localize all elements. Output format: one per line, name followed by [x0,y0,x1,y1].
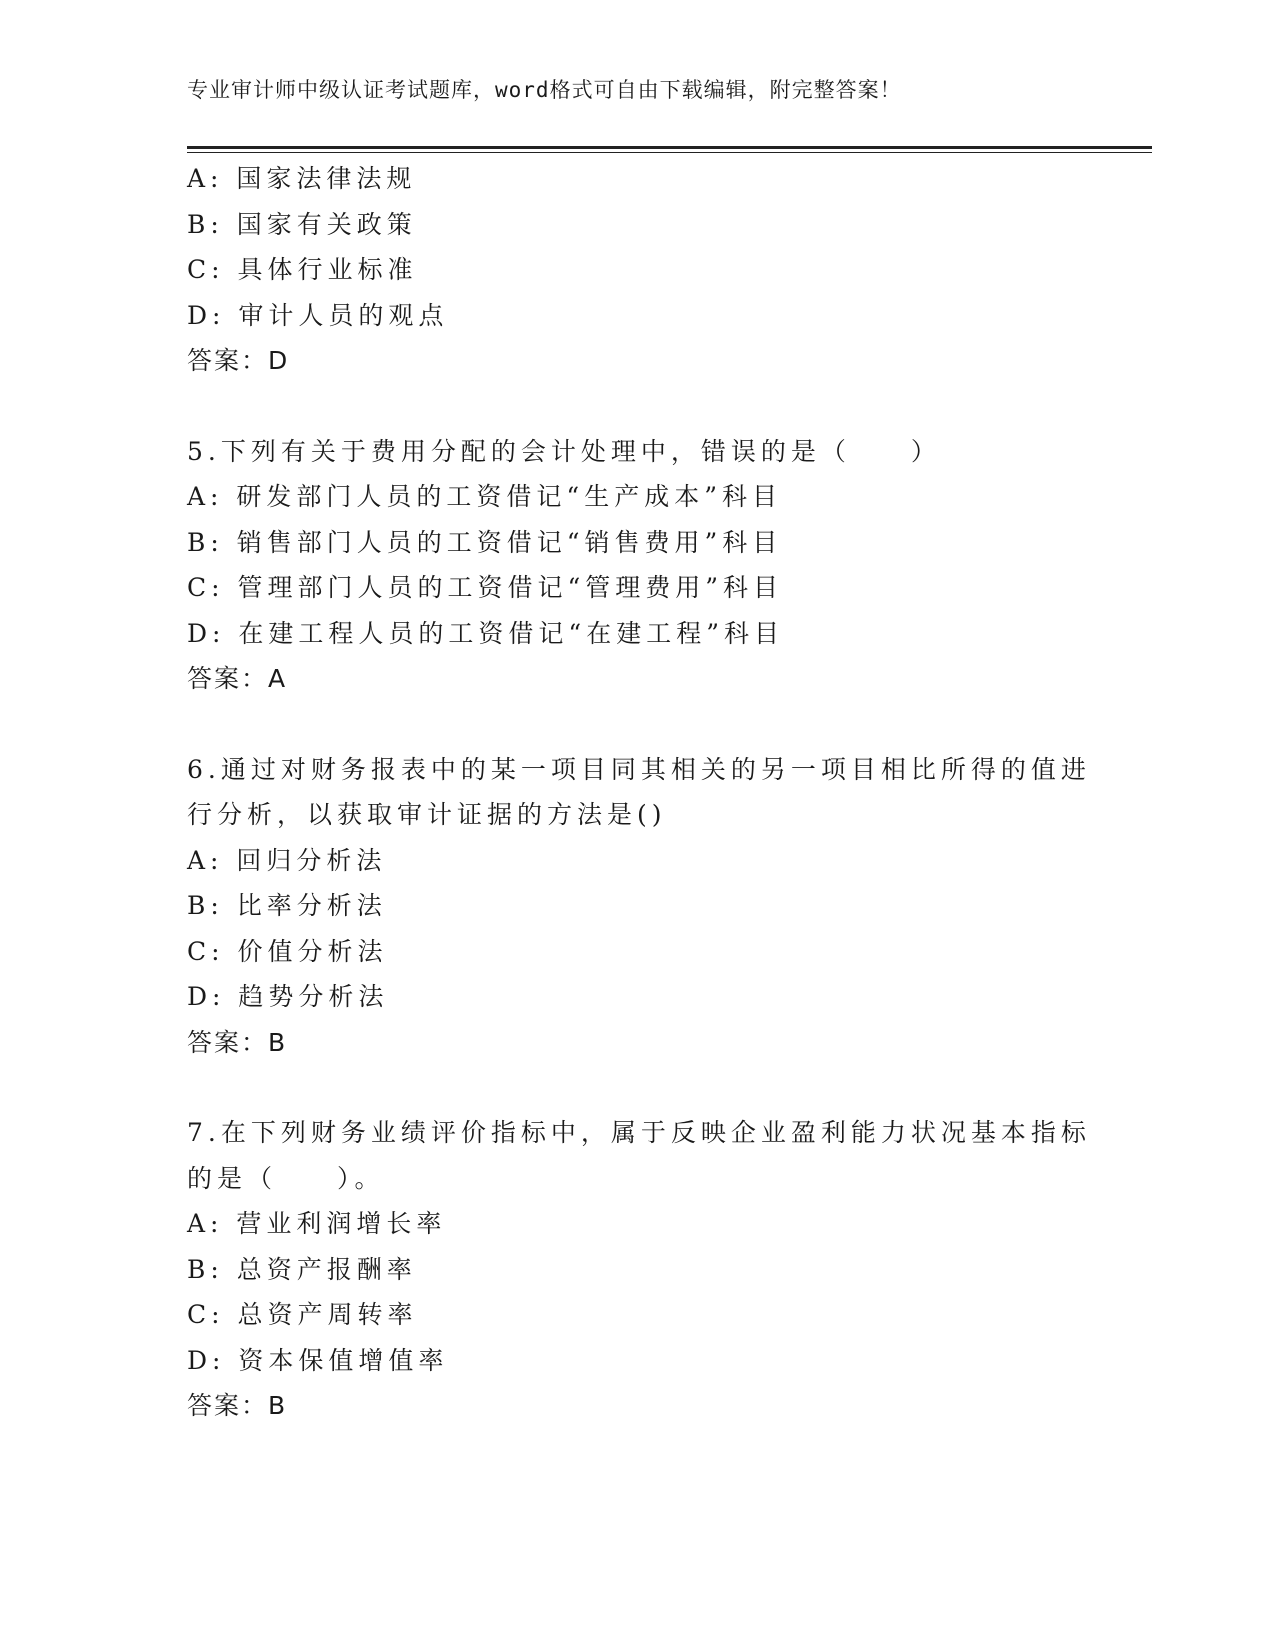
answer-line: 答案：A [187,664,288,693]
option-a: A: 研发部门人员的工资借记“生产成本”科目 [187,482,782,511]
question-4 [187,156,1087,384]
question-stem: 5.下列有关于费用分配的会计处理中，错误的是（ ） [187,436,941,466]
page-header-text: 专业审计师中级认证考试题库，word格式可自由下载编辑，附完整答案！ [187,78,902,102]
option-b: B: 比率分析法 [187,891,387,920]
option-d: D: 审计人员的观点 [187,300,449,330]
answer-line: 答案：B [187,1391,288,1420]
answer-line: 答案：B [187,1027,288,1057]
option-b: B: 总资产报酬率 [187,1254,417,1284]
header-rule-thin [187,152,1152,153]
option-d: D: 趋势分析法 [187,982,389,1011]
question-6 [187,747,1091,1066]
option-c: C: 具体行业标准 [187,255,418,284]
question-stem: 7.在下列财务业绩评价指标中，属于反映企业盈利能力状况基本指标 [187,1118,1091,1147]
option-c: C: 总资产周转率 [187,1300,418,1329]
option-a: A: 营业利润增长率 [187,1209,447,1238]
question-5 [187,429,1087,702]
option-c: C: 价值分析法 [187,936,388,966]
option-a: A: 国家法律法规 [187,164,417,193]
question-stem-continued: 的是（ ）。 [187,1163,385,1193]
option-d: D: 资本保值增值率 [187,1345,449,1375]
answer-line: 答案：D [187,346,290,375]
option-a: A: 回归分析法 [187,845,387,875]
question-7 [187,1110,1091,1429]
option-c: C: 管理部门人员的工资借记“管理费用”科目 [187,573,784,602]
option-b: B: 国家有关政策 [187,209,417,239]
question-stem: 6.通过对财务报表中的某一项目同其相关的另一项目相比所得的值进 [187,754,1091,784]
option-d: D: 在建工程人员的工资借记“在建工程”科目 [187,618,784,648]
document-body [187,156,1091,1429]
question-stem-continued: 行分析，以获取审计证据的方法是() [187,800,667,829]
option-b: B: 销售部门人员的工资借记“销售费用”科目 [187,527,783,557]
header-rule-thick [187,146,1152,149]
